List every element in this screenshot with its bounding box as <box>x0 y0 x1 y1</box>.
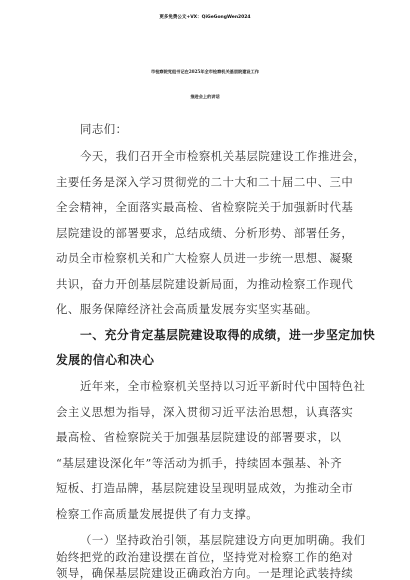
paragraph-1-line: 动员全市检察机关和广大检察人员进一步统一思想、凝聚 <box>56 251 354 265</box>
section-heading-1: 一、充分肯定基层院建设取得的成绩，进一步坚定加快 <box>80 328 376 342</box>
document-title-line-1: 市检察院党组书记在2025年全市检察机关基层院建设工作 <box>151 69 259 74</box>
document-title-line-2: 推进会上的讲话 <box>190 94 220 99</box>
paragraph-2-line: 会主义思想为指导，深入贯彻习近平法治思想，认真落实 <box>56 405 354 419</box>
promo-header: 更多免费公文+VX：QiGeGongWen2024 <box>159 15 251 20</box>
section-heading-1: 发展的信心和决心 <box>56 353 155 367</box>
paragraph-3-line: （一）坚持政治引领，基层院建设方向更加明确。我们 <box>80 533 366 547</box>
salutation: 同志们： <box>80 122 128 136</box>
paragraph-3-line: 领导，确保基层院建设正确政治方向。一是理论武装持续 <box>56 566 354 580</box>
paragraph-2-line: 短板、打造品牌，基层院建设呈现明显成效，为推动全市 <box>56 481 354 495</box>
paragraph-2-line: 近年来，全市检察机关坚持以习近平新时代中国特色社 <box>80 379 366 393</box>
paragraph-1-line: 全会精神，全面落实最高检、省检察院关于加强新时代基 <box>56 200 354 214</box>
paragraph-3-line: 始终把党的政治建设摆在首位，坚持党对检察工作的绝对 <box>56 550 354 564</box>
paragraph-2-line: 检察工作高质量发展提供了有力支撑。 <box>56 507 259 521</box>
paragraph-2-line: “基层建设深化年”等活动为抓手，持续固本强基、补齐 <box>56 456 343 470</box>
paragraph-1-line: 化、服务保障经济社会高质量发展夯实坚实基础。 <box>56 302 318 316</box>
paragraph-2-line: 最高检、省检察院关于加强基层院建设的部署要求，以 <box>56 430 342 444</box>
paragraph-1-line: 主要任务是深入学习贯彻党的二十大和二十届二中、三中 <box>56 175 354 189</box>
paragraph-1-line: 共识，奋力开创基层院建设新局面，为推动检察工作现代 <box>56 277 354 291</box>
paragraph-1-line: 今天，我们召开全市检察机关基层院建设工作推进会， <box>80 149 366 163</box>
paragraph-1-line: 层院建设的部署要求，总结成绩、分析形势、部署任务， <box>56 226 354 240</box>
